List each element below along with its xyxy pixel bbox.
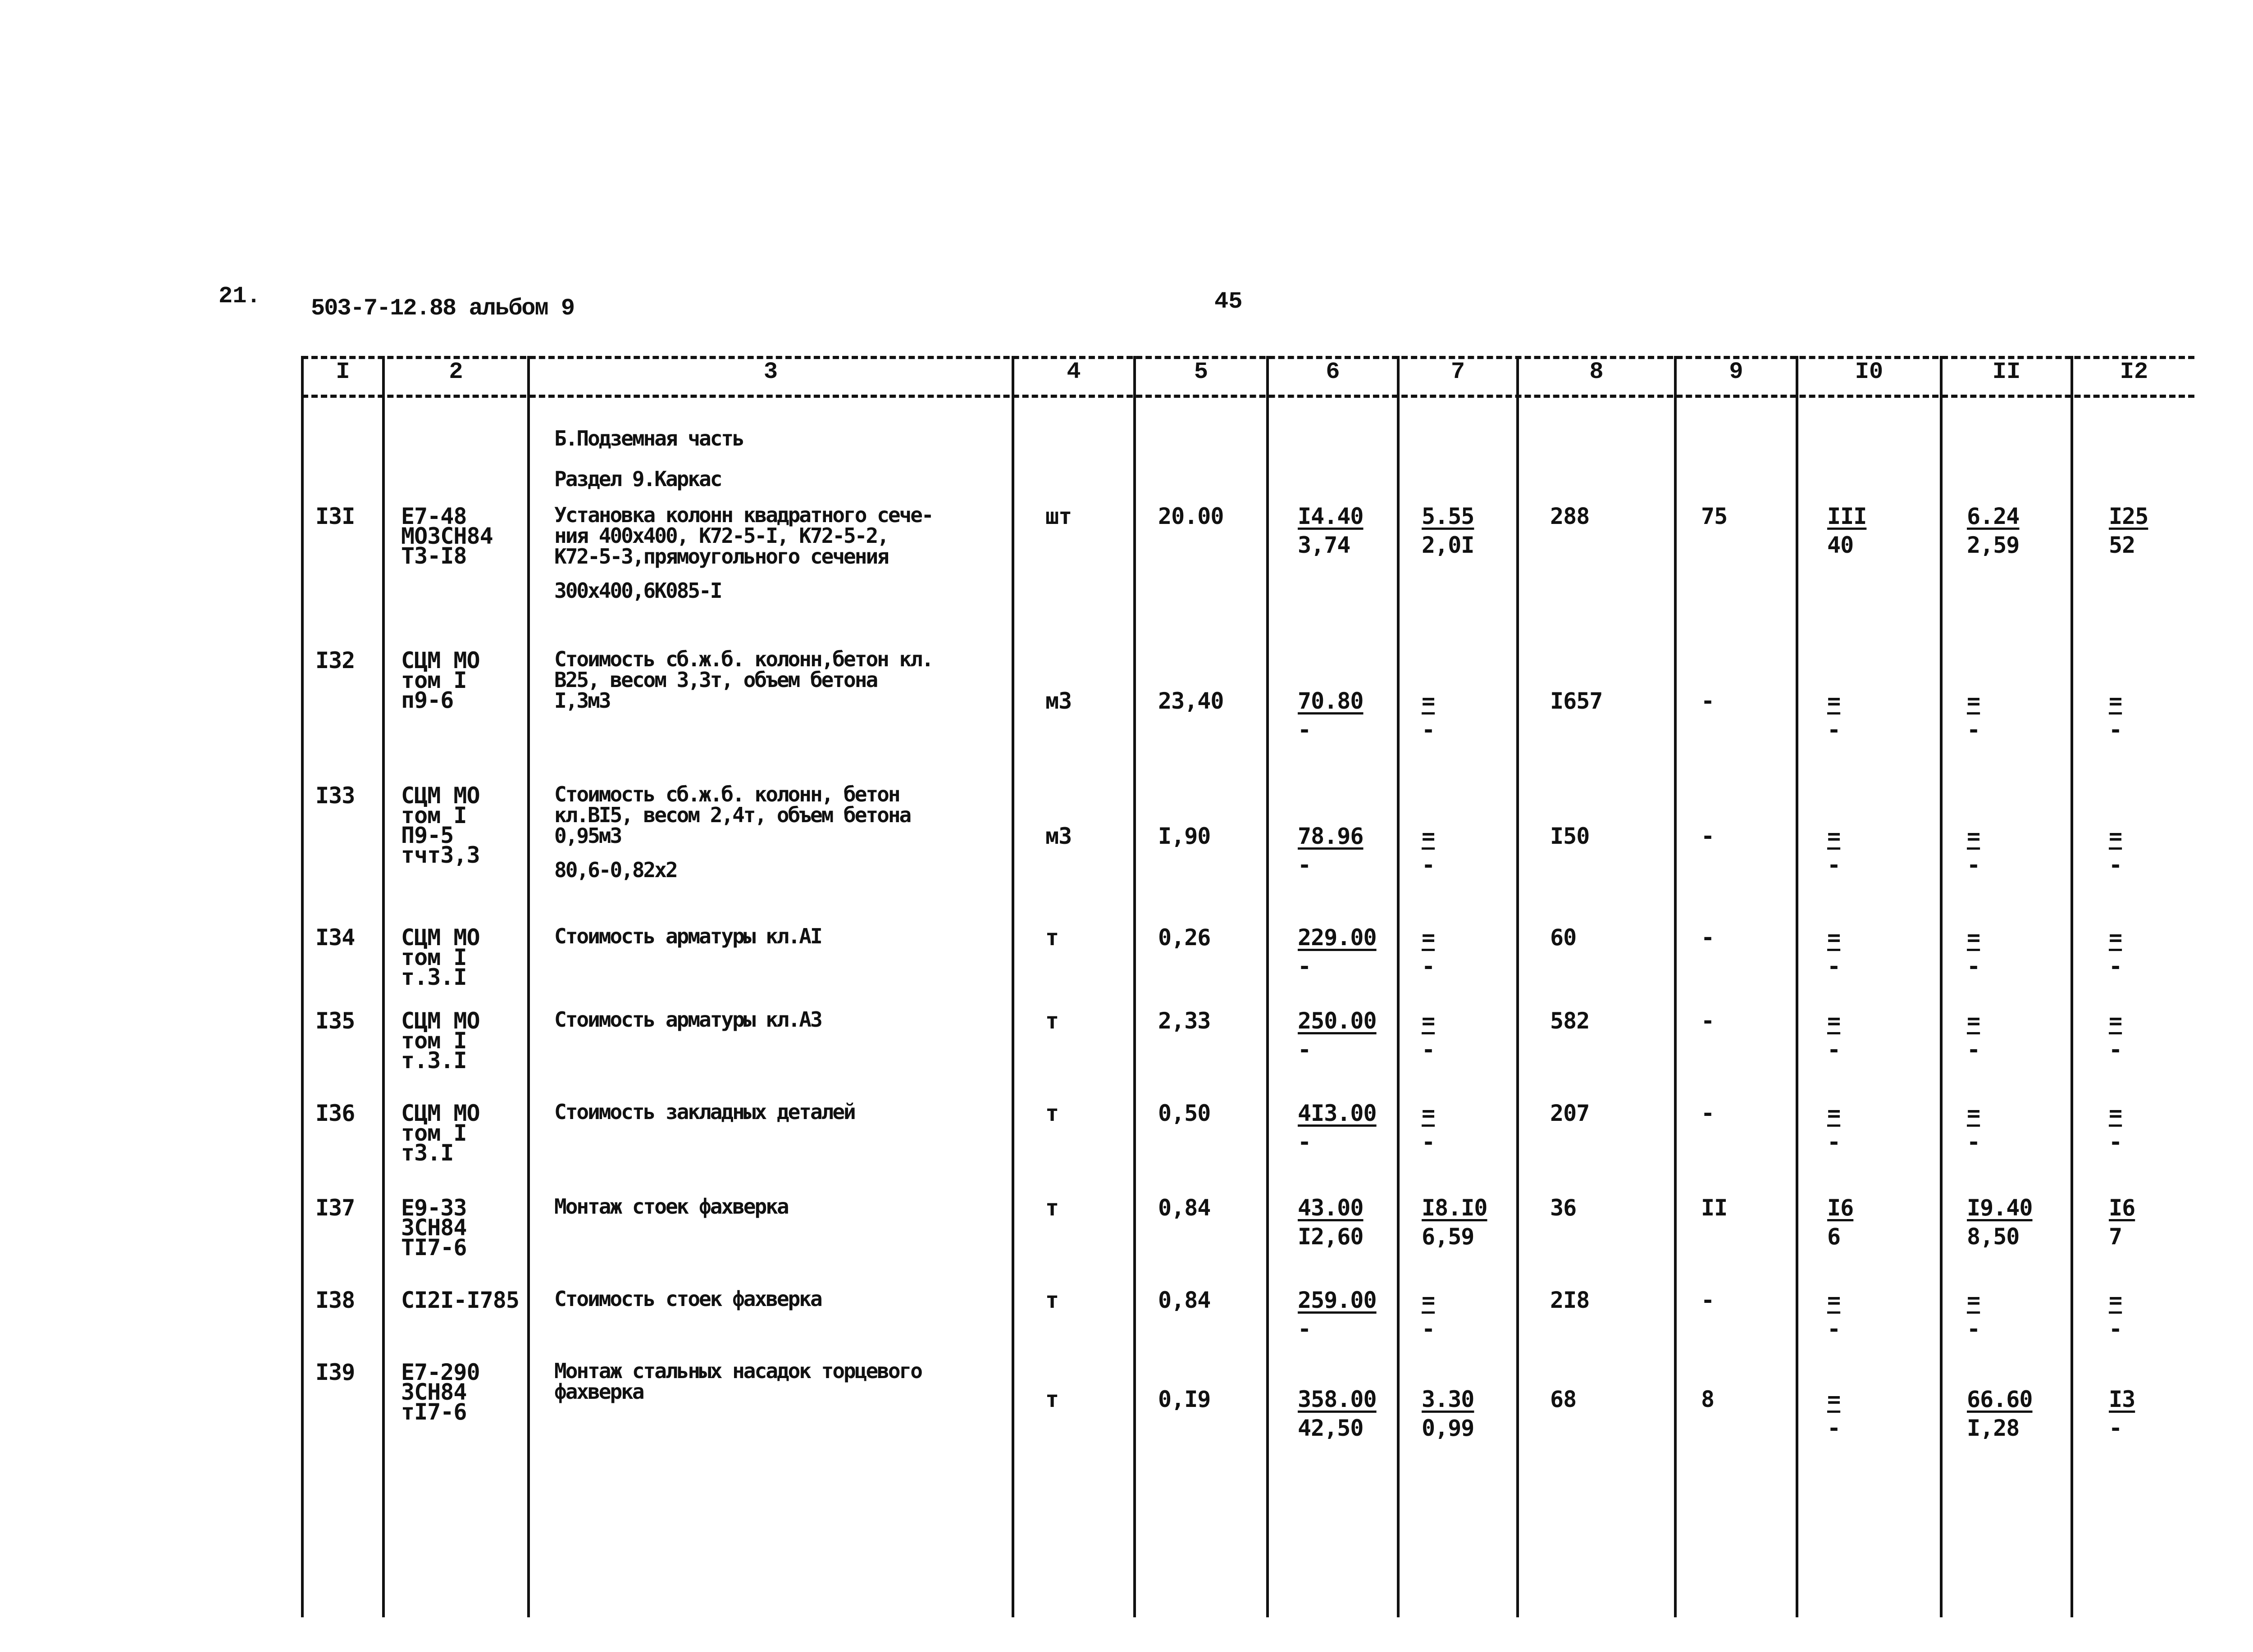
row-c8: 68 (1550, 1386, 1577, 1412)
row-c12-bottom: - (2109, 1129, 2122, 1155)
row-c12-top: I3 (2109, 1386, 2135, 1412)
row-c7-bottom: - (1422, 1316, 1435, 1342)
row-code-line: т3.I (401, 1140, 454, 1166)
row-c9: - (1701, 688, 1715, 714)
row-unit: т (1045, 1008, 1059, 1034)
row-c8: 582 (1550, 1008, 1590, 1034)
column-border (1674, 356, 1677, 1617)
column-header-1: I (336, 359, 350, 385)
row-c10-top: = (1827, 1386, 1841, 1412)
row-c11-bottom: - (1967, 717, 1980, 743)
row-c6-bottom: - (1298, 953, 1311, 979)
row-description-extra: 80,6-0,82х2 (554, 858, 677, 882)
row-code-line: том I (401, 944, 467, 970)
row-c10-bottom: - (1827, 717, 1841, 743)
row-c11-bottom: - (1967, 1037, 1980, 1063)
row-quantity: 23,40 (1158, 688, 1224, 714)
row-quantity: 0,26 (1158, 924, 1211, 951)
row-code-line: тI7-6 (401, 1399, 467, 1425)
row-description-line: В25, весом 3,3т, объем бетона (554, 668, 877, 692)
section-title: Б.Подземная часть (554, 426, 743, 451)
row-c8: 36 (1550, 1195, 1577, 1221)
row-c12-bottom: 7 (2109, 1224, 2122, 1250)
row-c11-top: = (1967, 924, 1980, 951)
row-c7-bottom: - (1422, 1037, 1435, 1063)
row-unit: т (1045, 1386, 1059, 1412)
row-c11-bottom: - (1967, 852, 1980, 878)
row-c8: I50 (1550, 823, 1590, 849)
column-header-7: 7 (1450, 359, 1465, 385)
column-header-5: 5 (1194, 359, 1209, 385)
row-description-line: кл.BI5, весом 2,4т, объем бетона (554, 803, 911, 827)
page-number-center: 45 (1214, 288, 1243, 315)
row-c9: - (1701, 1287, 1715, 1313)
row-code-line: ТI7-6 (401, 1234, 467, 1261)
row-c10-bottom: - (1827, 1316, 1841, 1342)
row-c11-bottom: - (1967, 1316, 1980, 1342)
row-c10-bottom: - (1827, 1037, 1841, 1063)
column-header-3: 3 (763, 359, 778, 385)
row-code-line: том I (401, 1028, 467, 1054)
row-c12-bottom: - (2109, 953, 2122, 979)
row-description-line: Установка колонн квадратного сече- (554, 503, 933, 527)
row-c7-top: = (1422, 823, 1435, 849)
row-description-line: Стоимость арматуры кл.A3 (554, 1007, 821, 1032)
row-c11-top: 6.24 (1967, 503, 2020, 529)
row-c11-bottom: 8,50 (1967, 1224, 2020, 1250)
row-code-line: том I (401, 1120, 467, 1146)
row-c11-bottom: - (1967, 1129, 1980, 1155)
row-c12-top: = (2109, 924, 2122, 951)
row-c10-top: = (1827, 1008, 1841, 1034)
subsection-title: Раздел 9.Каркас (554, 467, 721, 491)
row-quantity: 2,33 (1158, 1008, 1211, 1034)
row-code-line: СЦМ МО (401, 783, 480, 809)
row-code-line: E9-33 (401, 1195, 467, 1221)
row-c11-top: = (1967, 1287, 1980, 1313)
row-c10-top: = (1827, 924, 1841, 951)
row-c12-top: I25 (2109, 503, 2148, 529)
row-c6-top: 70.80 (1298, 688, 1364, 714)
row-unit: т (1045, 924, 1059, 951)
row-description-line: К72-5-3,прямоугольного сечения (554, 544, 888, 569)
column-border (1940, 356, 1943, 1617)
row-description-line: Стоимость сб.ж.б. колонн, бетон (554, 782, 899, 806)
column-header-11: II (1992, 359, 2021, 385)
column-header-8: 8 (1589, 359, 1604, 385)
row-c10-bottom: - (1827, 852, 1841, 878)
row-c12-bottom: - (2109, 852, 2122, 878)
column-border (1266, 356, 1269, 1617)
row-code-line: П9-5 (401, 822, 454, 848)
row-code-line: МОЗСН84 (401, 523, 493, 549)
row-description-line: ния 400х400, К72-5-I, К72-5-2, (554, 523, 888, 548)
row-c7-top: = (1422, 1287, 1435, 1313)
row-description-line: Монтаж стоек фахверка (554, 1194, 788, 1219)
page-number-left: 21. (219, 283, 261, 309)
row-c12-top: = (2109, 688, 2122, 714)
row-c6-top: 358.00 (1298, 1386, 1377, 1412)
row-c10-top: I6 (1827, 1195, 1854, 1221)
column-header-12: I2 (2120, 359, 2148, 385)
row-c9: 75 (1701, 503, 1728, 529)
row-c7-bottom: 0,99 (1422, 1415, 1474, 1441)
row-code-line: СЦМ МО (401, 1100, 480, 1126)
row-c10-bottom: 40 (1827, 532, 1854, 558)
row-code-line: СЦМ МО (401, 1008, 480, 1034)
document-code: 503-7-12.88 альбом 9 (311, 295, 575, 322)
row-c11-top: = (1967, 1100, 1980, 1126)
row-c11-top: = (1967, 823, 1980, 849)
row-unit: т (1045, 1287, 1059, 1313)
row-description-line: фахверка (554, 1379, 643, 1404)
column-border (382, 356, 385, 1617)
row-number: I35 (315, 1008, 355, 1034)
row-c6-top: 229.00 (1298, 924, 1377, 951)
row-number: I36 (315, 1100, 355, 1126)
header-bottom-dashed-line (302, 395, 2194, 398)
column-border (1397, 356, 1400, 1617)
row-c12-top: = (2109, 1287, 2122, 1313)
row-c12-top: = (2109, 823, 2122, 849)
row-c6-top: 250.00 (1298, 1008, 1377, 1034)
row-c6-bottom: 3,74 (1298, 532, 1350, 558)
row-code-line: том I (401, 802, 467, 828)
row-c7-bottom: 2,0I (1422, 532, 1474, 558)
row-code-line: тчт3,3 (401, 842, 480, 868)
row-c9: - (1701, 1008, 1715, 1034)
row-c8: 2I8 (1550, 1287, 1590, 1313)
row-c6-bottom: - (1298, 717, 1311, 743)
row-c7-top: = (1422, 1008, 1435, 1034)
row-c8: 60 (1550, 924, 1577, 951)
row-code-line: E7-48 (401, 503, 467, 529)
row-c6-top: 78.96 (1298, 823, 1364, 849)
column-header-10: I0 (1855, 359, 1884, 385)
row-c11-bottom: - (1967, 953, 1980, 979)
row-c12-bottom: - (2109, 1316, 2122, 1342)
row-c9: - (1701, 1100, 1715, 1126)
column-border (1133, 356, 1136, 1617)
row-unit: м3 (1045, 823, 1072, 849)
row-code-line: т.3.I (401, 1047, 467, 1074)
column-header-6: 6 (1326, 359, 1340, 385)
row-c12-bottom: - (2109, 1037, 2122, 1063)
row-quantity: 0,50 (1158, 1100, 1211, 1126)
row-c6-bottom: 42,50 (1298, 1415, 1364, 1441)
row-c7-top: = (1422, 688, 1435, 714)
row-c12-bottom: - (2109, 717, 2122, 743)
row-c10-top: = (1827, 823, 1841, 849)
row-c6-bottom: - (1298, 1129, 1311, 1155)
row-description-line: Стоимость сб.ж.б. колонн,бетон кл. (554, 647, 933, 671)
row-c11-top: I9.40 (1967, 1195, 2033, 1221)
row-c6-top: 259.00 (1298, 1287, 1377, 1313)
row-c6-bottom: - (1298, 852, 1311, 878)
row-code-line: CI2I-I785 (401, 1287, 519, 1313)
row-c8: 288 (1550, 503, 1590, 529)
row-description-line: Стоимость арматуры кл.AI (554, 924, 821, 948)
column-header-2: 2 (449, 359, 463, 385)
row-c7-top: = (1422, 1100, 1435, 1126)
row-number: I33 (315, 783, 355, 809)
row-c6-bottom: I2,60 (1298, 1224, 1364, 1250)
row-unit: шт (1045, 503, 1072, 529)
row-c11-bottom: I,28 (1967, 1415, 2020, 1441)
row-c12-top: = (2109, 1008, 2122, 1034)
row-c7-bottom: - (1422, 717, 1435, 743)
column-border (301, 356, 304, 1617)
row-number: I3I (315, 503, 355, 529)
row-code-line: том I (401, 667, 467, 693)
row-code-line: 3СН84 (401, 1215, 467, 1241)
row-code-line: E7-290 (401, 1359, 480, 1385)
row-c10-top: III (1827, 503, 1867, 529)
row-c11-top: 66.60 (1967, 1386, 2033, 1412)
row-c7-top: I8.I0 (1422, 1195, 1487, 1221)
row-c8: 207 (1550, 1100, 1590, 1126)
row-code-line: СЦМ МО (401, 924, 480, 951)
row-number: I32 (315, 647, 355, 674)
row-code-line: п9-6 (401, 687, 454, 713)
row-description-line: Стоимость стоек фахверка (554, 1287, 821, 1311)
row-unit: т (1045, 1195, 1059, 1221)
row-code-line: т.3.I (401, 964, 467, 990)
row-quantity: 0,84 (1158, 1287, 1211, 1313)
row-number: I37 (315, 1195, 355, 1221)
row-c6-bottom: - (1298, 1037, 1311, 1063)
row-c10-bottom: - (1827, 953, 1841, 979)
row-c11-top: = (1967, 1008, 1980, 1034)
row-c7-bottom: - (1422, 1129, 1435, 1155)
row-c8: I657 (1550, 688, 1603, 714)
row-c10-top: = (1827, 688, 1841, 714)
row-c6-bottom: - (1298, 1316, 1311, 1342)
row-c10-top: = (1827, 1287, 1841, 1313)
row-code-line: Т3-I8 (401, 543, 467, 569)
row-c12-bottom: - (2109, 1415, 2122, 1441)
row-number: I38 (315, 1287, 355, 1313)
row-c6-top: 43.00 (1298, 1195, 1364, 1221)
row-quantity: 20.00 (1158, 503, 1224, 529)
row-c7-top: 5.55 (1422, 503, 1474, 529)
column-header-9: 9 (1729, 359, 1743, 385)
row-code-line: СЦМ МО (401, 647, 480, 674)
row-c12-top: I6 (2109, 1195, 2135, 1221)
row-c6-top: 4I3.00 (1298, 1100, 1377, 1126)
row-c6-top: I4.40 (1298, 503, 1364, 529)
row-description-line: I,3м3 (554, 688, 610, 713)
column-border (2071, 356, 2073, 1617)
row-c9: 8 (1701, 1386, 1715, 1412)
row-c10-bottom: 6 (1827, 1224, 1841, 1250)
row-c10-bottom: - (1827, 1129, 1841, 1155)
row-c12-top: = (2109, 1100, 2122, 1126)
row-description-line: Монтаж стальных насадок торцевого (554, 1359, 921, 1383)
row-c7-top: = (1422, 924, 1435, 951)
row-c9: - (1701, 823, 1715, 849)
column-border (1796, 356, 1798, 1617)
row-c10-top: = (1827, 1100, 1841, 1126)
row-c9: II (1701, 1195, 1728, 1221)
column-header-4: 4 (1067, 359, 1081, 385)
column-border (527, 356, 530, 1617)
column-border (1012, 356, 1014, 1617)
row-c7-bottom: 6,59 (1422, 1224, 1474, 1250)
column-border (1516, 356, 1519, 1617)
row-description-line: Стоимость закладных деталей (554, 1100, 855, 1124)
row-c7-bottom: - (1422, 852, 1435, 878)
row-c11-top: = (1967, 688, 1980, 714)
row-c10-bottom: - (1827, 1415, 1841, 1441)
row-c7-top: 3.30 (1422, 1386, 1474, 1412)
row-c7-bottom: - (1422, 953, 1435, 979)
row-quantity: I,90 (1158, 823, 1211, 849)
row-description-line: 0,95м3 (554, 824, 621, 848)
row-description-extra: 300х400,6К085-I (554, 578, 721, 603)
row-number: I34 (315, 924, 355, 951)
row-number: I39 (315, 1359, 355, 1385)
row-quantity: 0,84 (1158, 1195, 1211, 1221)
row-unit: м3 (1045, 688, 1072, 714)
row-c9: - (1701, 924, 1715, 951)
row-quantity: 0,I9 (1158, 1386, 1211, 1412)
row-c12-bottom: 52 (2109, 532, 2135, 558)
row-unit: т (1045, 1100, 1059, 1126)
row-c11-bottom: 2,59 (1967, 532, 2020, 558)
row-code-line: 3СН84 (401, 1379, 467, 1405)
